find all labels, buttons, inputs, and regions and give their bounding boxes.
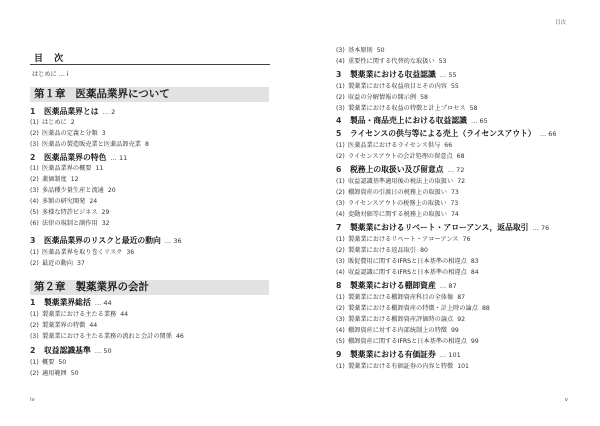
section-page: … 36 <box>164 237 182 245</box>
toc-intro-entry: はじめに … i <box>32 71 69 78</box>
item-number: (3) <box>30 333 39 340</box>
toc-title: 目 次 <box>34 54 68 64</box>
section-title: ライセンスの供与等による売上（ライセンスアウト） <box>350 129 536 138</box>
item-page: 72 <box>457 178 466 185</box>
item-number: (3) <box>336 200 345 207</box>
item-number: (1) <box>30 249 39 256</box>
item-text: 医薬品業界を取り巻くリスク <box>42 249 123 256</box>
item-text: 製薬業における棚卸資産の特徴・計上時の論点 <box>348 305 478 312</box>
section-title: 製薬業における有価証券 <box>350 350 436 359</box>
item-text: 医薬品の定義と分類 <box>42 130 98 137</box>
item-page: 32 <box>101 220 110 227</box>
item-text: 医薬品業界の概要 <box>42 165 92 172</box>
item-text: 変動対価等に関する税務上の取扱い <box>348 211 447 218</box>
item-number: (2) <box>336 94 345 101</box>
item-page: 87 <box>457 294 466 301</box>
section-page: … 44 <box>94 299 112 307</box>
toc-item <box>30 321 285 330</box>
item-page: 99 <box>470 338 479 345</box>
running-header: 目次 <box>554 20 566 26</box>
toc-item <box>30 248 285 257</box>
section-page: … 50 <box>94 347 112 355</box>
section-page: … 72 <box>447 166 465 174</box>
toc-section <box>336 70 576 80</box>
item-text: 販促費用に関するIFRSと日本基準の相違点 <box>348 258 467 265</box>
toc-section <box>336 350 576 360</box>
item-text: 概要 <box>42 359 55 366</box>
chapter-title: 製薬業界の会計 <box>75 281 149 293</box>
toc-item <box>30 118 285 127</box>
item-text: 適用範囲 <box>42 370 67 377</box>
item-page: 99 <box>451 327 459 334</box>
toc-item <box>336 257 576 266</box>
toc-section <box>30 153 285 163</box>
item-text: 製薬業界の特徴 <box>42 322 86 329</box>
item-text: 製薬業における棚卸資産科目の全体像 <box>348 294 454 301</box>
section-page: … 2 <box>102 108 116 116</box>
section-page: … 65 <box>470 117 488 125</box>
item-number: (4) <box>336 58 345 65</box>
toc-item <box>30 259 285 268</box>
item-number: (3) <box>30 187 39 194</box>
toc-item <box>30 164 285 173</box>
item-text: ライセンスアウトの会計処理の留意点 <box>348 153 453 160</box>
item-text: 重要性に関する代替的な取扱い <box>348 58 435 65</box>
section-title: 収益認識基準 <box>44 346 91 355</box>
toc-item <box>336 268 576 277</box>
item-page: 92 <box>457 316 466 323</box>
item-number: (3) <box>336 316 345 323</box>
chapter-label: 第２章 <box>34 281 66 293</box>
toc-item <box>336 104 576 113</box>
section-number: 2 <box>30 346 36 355</box>
toc-item <box>336 337 576 346</box>
toc-item <box>30 140 285 149</box>
toc-item <box>336 210 576 219</box>
section-title: 医薬品業界の特色 <box>44 153 107 162</box>
item-page: 50 <box>58 359 67 366</box>
item-text: 多額の研究開発 <box>42 198 86 205</box>
section-number: 3 <box>336 70 342 79</box>
item-text: 医薬品の製造販売業と医薬品卸売業 <box>42 141 141 148</box>
section-title: 製薬業における棚卸資産 <box>350 281 436 290</box>
item-text: 製薬業における棚卸資産評価時の論点 <box>348 316 454 323</box>
toc-item <box>336 293 576 302</box>
toc-item <box>30 175 285 184</box>
item-page: 88 <box>481 305 490 312</box>
item-page: 46 <box>175 333 184 340</box>
item-page: 50 <box>376 47 385 54</box>
section-page: … 66 <box>539 130 557 138</box>
item-number: (2) <box>30 260 39 267</box>
section-title: 製品・商品売上における収益認識 <box>350 116 467 125</box>
item-text: 収益認識基準適用後の税法上の取扱い <box>348 178 454 185</box>
item-number: (6) <box>30 220 39 227</box>
item-number: (3) <box>336 258 345 265</box>
toc-section <box>30 298 285 308</box>
toc-section <box>336 223 576 233</box>
item-text: 最近の動向 <box>42 260 73 267</box>
section-page: … 101 <box>439 351 461 359</box>
item-number: (2) <box>30 370 39 377</box>
item-number: (3) <box>336 47 345 54</box>
item-number: (3) <box>336 105 345 112</box>
item-page: 50 <box>70 370 79 377</box>
item-page: 3 <box>101 130 106 137</box>
toc-item <box>30 358 285 367</box>
toc-section <box>336 129 576 139</box>
section-number: 7 <box>336 223 342 232</box>
toc-item <box>30 332 285 341</box>
item-number: (5) <box>30 209 39 216</box>
item-number: (1) <box>336 83 345 90</box>
chapter-2-heading <box>30 280 269 295</box>
section-title: 製薬業における収益認識 <box>350 70 436 79</box>
item-text: 棚卸資産の引渡日の税務上の取扱い <box>348 189 447 196</box>
item-number: (2) <box>30 176 39 183</box>
item-page: 74 <box>451 211 459 218</box>
item-text: 棚卸資産に対する内部統制上の特徴 <box>348 327 447 334</box>
item-number: (1) <box>30 165 39 172</box>
toc-section <box>336 116 576 126</box>
item-text: 薬価制度 <box>42 176 67 183</box>
toc-item <box>336 152 576 161</box>
section-number: 6 <box>336 165 342 174</box>
item-page: 101 <box>457 363 469 370</box>
item-page: 84 <box>470 269 479 276</box>
section-number: 2 <box>30 153 36 162</box>
item-text: 収益認識に関するIFRSと日本基準の相違点 <box>348 269 467 276</box>
item-number: (1) <box>336 294 345 301</box>
item-page: 58 <box>469 105 478 112</box>
section-number: 1 <box>30 107 36 116</box>
toc-item <box>336 57 576 66</box>
toc-title-rule <box>30 64 270 65</box>
toc-item <box>30 197 285 206</box>
item-text: 製薬業における返品取引 <box>348 247 417 254</box>
toc-item <box>336 362 576 371</box>
section-page: … 76 <box>532 224 550 232</box>
toc-section <box>336 281 576 291</box>
item-text: 基本原則 <box>348 47 373 54</box>
toc-item <box>336 246 576 255</box>
section-number: 5 <box>336 129 342 138</box>
item-number: (3) <box>30 141 39 148</box>
item-page: 20 <box>107 187 116 194</box>
item-text: 製薬業における有価証券の内容と特徴 <box>348 363 454 370</box>
item-page: 29 <box>101 209 110 216</box>
item-text: 棚卸資産に関するIFRSと日本基準の相違点 <box>348 338 467 345</box>
toc-section <box>30 107 285 117</box>
item-text: 法律の規制と副作用 <box>42 220 98 227</box>
chapter-label: 第１章 <box>34 88 66 100</box>
right-page <box>336 0 576 426</box>
item-number: (1) <box>30 311 39 318</box>
section-number: 3 <box>30 236 36 245</box>
section-page: … 87 <box>439 282 457 290</box>
section-number: 1 <box>30 298 36 307</box>
chapter-title: 医薬品業界について <box>75 88 170 100</box>
item-number: (4) <box>30 198 39 205</box>
item-text: はじめに <box>42 119 67 126</box>
item-page: 37 <box>76 260 85 267</box>
item-page: 68 <box>456 153 465 160</box>
section-title: 税務上の取扱い及び留意点 <box>350 165 444 174</box>
toc-item <box>336 177 576 186</box>
item-text: 製薬業におけるリベート・アローアンス <box>348 236 459 243</box>
toc-item <box>336 304 576 313</box>
item-text: ライセンスアウトの税務上の取扱い <box>348 200 447 207</box>
item-page: 2 <box>70 119 75 126</box>
item-page: 83 <box>470 258 479 265</box>
item-number: (2) <box>336 247 345 254</box>
item-text: 製薬業における収益の特徴と計上プロセス <box>348 105 466 112</box>
toc-item <box>336 46 576 55</box>
section-title: 製薬業界総括 <box>44 298 91 307</box>
item-page: 58 <box>420 94 428 101</box>
section-number: 8 <box>336 281 342 290</box>
item-page: 76 <box>462 236 471 243</box>
folio-right: v <box>564 397 568 403</box>
toc-item <box>30 129 285 138</box>
toc-item <box>336 82 576 91</box>
toc-item <box>30 310 285 319</box>
item-page: 55 <box>451 83 459 90</box>
left-page <box>30 0 285 426</box>
chapter-1-heading <box>30 87 269 102</box>
toc-item <box>336 93 576 102</box>
item-text: 製薬業における主たる業務 <box>42 311 117 318</box>
toc-item <box>30 186 285 195</box>
section-title: 医薬品業界のリスクと最近の動向 <box>44 236 161 245</box>
item-page: 44 <box>120 311 129 318</box>
item-number: (1) <box>336 363 345 370</box>
item-number: (2) <box>336 189 345 196</box>
toc-item <box>30 219 285 228</box>
toc-item <box>336 141 576 150</box>
toc-item <box>336 315 576 324</box>
item-page: 8 <box>145 141 149 148</box>
section-number: 4 <box>336 116 342 125</box>
item-number: (2) <box>30 130 39 137</box>
toc-item <box>30 208 285 217</box>
item-number: (4) <box>336 327 345 334</box>
toc-item <box>336 188 576 197</box>
item-page: 44 <box>89 322 98 329</box>
item-number: (4) <box>336 211 345 218</box>
item-page: 73 <box>450 200 459 207</box>
item-page: 12 <box>70 176 79 183</box>
item-number: (4) <box>336 269 345 276</box>
toc-section <box>336 165 576 175</box>
item-page: 11 <box>95 165 104 172</box>
section-title: 製薬業におけるリベート・アローアンス，返品取引 <box>350 223 529 232</box>
item-page: 66 <box>444 142 453 149</box>
item-text: 製薬業における主たる業務の流れと会計の関係 <box>42 333 172 340</box>
section-page: … 11 <box>110 154 128 162</box>
toc-section <box>30 346 285 356</box>
item-number: (1) <box>336 178 345 185</box>
item-text: 多様な特許ビジネス <box>42 209 98 216</box>
toc-section <box>30 236 285 246</box>
item-number: (1) <box>336 142 345 149</box>
item-number: (2) <box>336 305 345 312</box>
item-number: (2) <box>30 322 39 329</box>
item-number: (2) <box>336 153 345 160</box>
section-title: 医薬品業界とは <box>44 107 99 116</box>
item-text: 医薬品業におけるライセンス供与 <box>348 142 441 149</box>
toc-item <box>336 326 576 335</box>
toc-item <box>30 369 285 378</box>
item-text: 製薬業における収益項目とその内容 <box>348 83 447 90</box>
toc-item <box>336 199 576 208</box>
item-number: (5) <box>336 338 345 345</box>
item-page: 36 <box>126 249 135 256</box>
section-page: … 55 <box>439 71 457 79</box>
item-number: (1) <box>336 236 345 243</box>
item-page: 24 <box>89 198 98 205</box>
folio-left: iv <box>30 397 35 403</box>
section-number: 9 <box>336 350 342 359</box>
item-number: (1) <box>30 119 39 126</box>
item-text: 多品種少量生産と流通 <box>42 187 104 194</box>
item-page: 73 <box>451 189 459 196</box>
item-page: 80 <box>420 247 428 254</box>
item-page: 53 <box>438 58 447 65</box>
item-number: (1) <box>30 359 39 366</box>
item-text: 収益の分解情報の開示例 <box>348 94 417 101</box>
toc-item <box>336 235 576 244</box>
